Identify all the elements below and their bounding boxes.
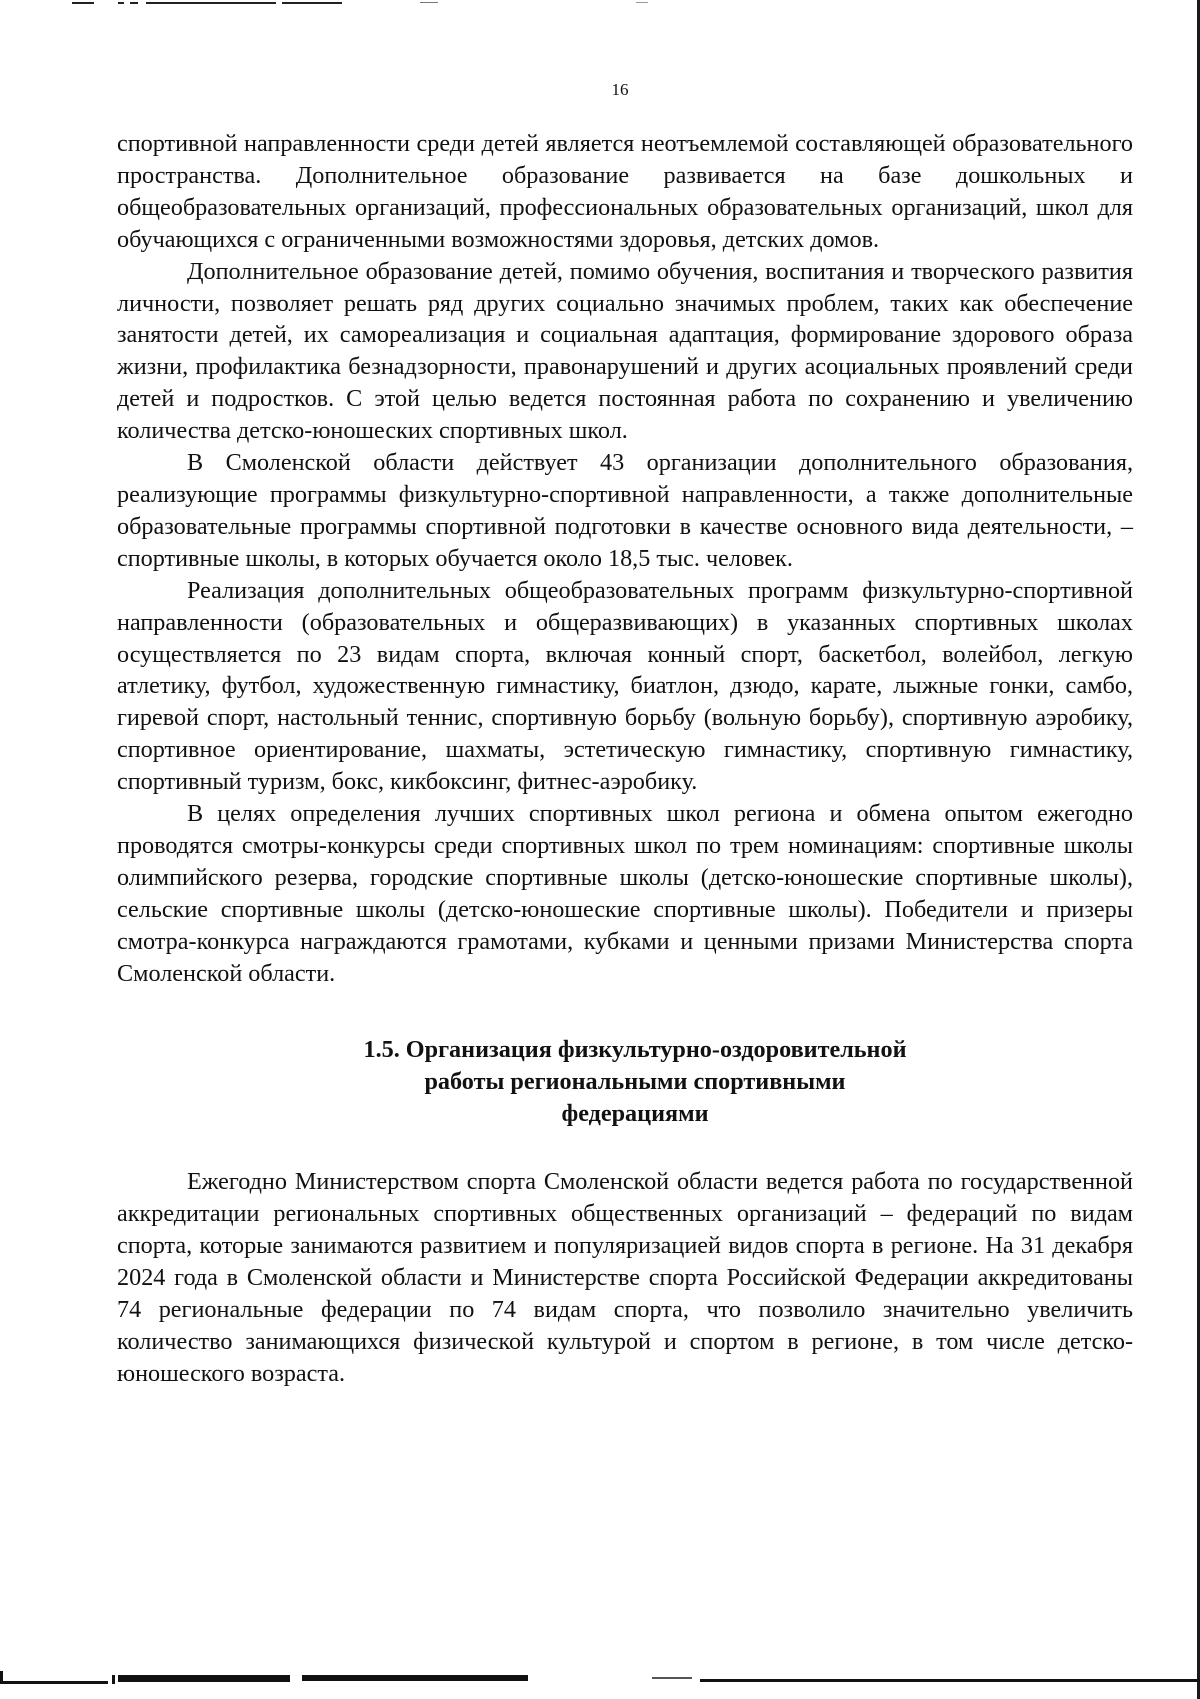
paragraph: В целях определения лучших спортивных школ региона и обмена опытом ежегодно проводятся смотры-конкурсы среди спортивных школ по трем номинациям: спортивные школы олимпийского резерва, городские спортивные школы (детско-юношеские спортивные школы), сельские спортивные школы (детско-юношеские спортивные школы). Победители и призеры смотра-конкурса награждаются грамотами, кубками и ценными призами Министерства спорта Смоленской области. <box>117 800 1133 987</box>
section-paragraph: Ежегодно Министерством спорта Смоленской области ведется работа по государственной аккредитации региональных спортивных общественных организаций – федераций по видам спорта, которые занимаются развитием и популяризацией видов спорта в регионе. На 31 декабря 2024 года в Смоленской области и Министерстве спорта Российской Федерации аккредитованы 74 региональные федерации по 74 видам спорта, что позволило значительно увеличить количество занимающихся физической культурой и спортом в регионе, в том числе детско-юношеского возраста. <box>117 1168 1133 1387</box>
section-heading-line: 1.5. Организация физкультурно-оздоровительной <box>363 1036 907 1064</box>
scan-edge-bottom <box>0 1671 1200 1685</box>
paragraph: Реализация дополнительных общеобразовательных программ физкультурно-спортивной направленности (образовательных и общеразвивающих) в указанных спортивных школах осуществляется по 23 видам спорта, включая конный спорт, баскетбол, волейбол, легкую атлетику, футбол, художественную гимнастику, биатлон, дзюдо, карате, лыжные гонки, самбо, гиревой спорт, настольный теннис, спортивную борьбу (вольную борьбу), спортивную аэробику, спортивное ориентирование, шахматы, эстетическую гимнастику, спортивную гимнастику, спортивный туризм, бокс, кикбоксинг, фитнес-аэробику. <box>117 576 1133 796</box>
scan-edge-top <box>0 0 1200 8</box>
section-heading <box>117 1034 1133 1130</box>
section-heading-line: работы региональными спортивными <box>424 1068 846 1096</box>
page-number: 16 <box>611 80 629 99</box>
paragraph: Дополнительное образование детей, помимо обучения, воспитания и творческого развития личности, позволяет решать ряд других социально значимых проблем, таких как обеспечение занятости детей, их самореализация и социальная адаптация, формирование здорового образа жизни, профилактика безнадзорности, правонарушений и других асоциальных проявлений среди детей и подростков. С этой целью ведется постоянная работа по сохранению и увеличению количества детско-юношеских спортивных школ. <box>117 257 1133 445</box>
section-heading-line: федерациями <box>561 1100 709 1128</box>
paragraph-continued: спортивной направленности среди детей является неотъемлемой составляющей образовательного пространства. Дополнительное образование развивается на базе дошкольных и общеобразовательных организаций, профессиональных образовательных организаций, школ для обучающихся с ограниченными возможностями здоровья, детских домов. <box>117 130 1133 253</box>
document-body <box>117 128 1133 1390</box>
paragraph: В Смоленской области действует 43 организации дополнительного образования, реализующие программы физкультурно-спортивной направленности, а также дополнительные образовательные программы спортивной подготовки в качестве основного вида деятельности, – спортивные школы, в которых обучается около 18,5 тыс. человек. <box>117 449 1133 572</box>
